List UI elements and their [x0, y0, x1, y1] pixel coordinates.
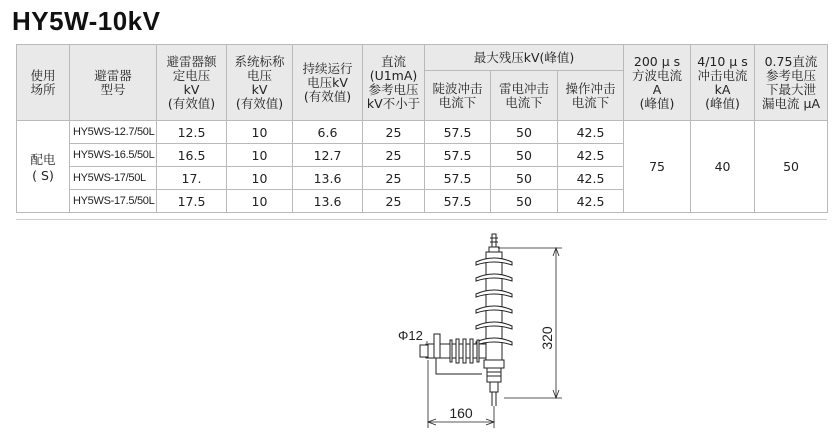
usage-cell: 配电 ( S): [17, 121, 70, 213]
diameter-label: Φ12: [398, 328, 423, 343]
lightning-cell: 50: [491, 167, 558, 190]
width-dimension: [428, 360, 494, 428]
rated-cell: 17.5: [157, 190, 227, 213]
height-label: 320: [539, 326, 555, 350]
width-label: 160: [449, 405, 473, 421]
continuous-cell: 6.6: [293, 121, 363, 144]
bottom-fitting: [484, 360, 504, 406]
steep-cell: 57.5: [425, 167, 491, 190]
square-wave-cell: 75: [624, 121, 691, 213]
system-cell: 10: [227, 121, 293, 144]
dc-cell: 25: [363, 121, 425, 144]
lightning-cell: 50: [491, 144, 558, 167]
header-model: 避雷器 型号: [70, 45, 157, 121]
model-cell: HY5WS-17/50L: [70, 167, 157, 190]
dc-cell: 25: [363, 167, 425, 190]
header-continuous-voltage: 持续运行 电压kV (有效值): [293, 45, 363, 121]
system-cell: 10: [227, 167, 293, 190]
header-system-voltage: 系统标称 电压 kV (有效值): [227, 45, 293, 121]
switching-cell: 42.5: [558, 190, 624, 213]
steep-cell: 57.5: [425, 190, 491, 213]
system-cell: 10: [227, 144, 293, 167]
top-terminal: [489, 234, 499, 252]
steep-cell: 57.5: [425, 144, 491, 167]
dc-cell: 25: [363, 144, 425, 167]
header-dc-reference: 直流 (U1mA) 参考电压 kV不小于: [363, 45, 425, 121]
header-square-wave: 200 μ s 方波电流 A (峰值): [624, 45, 691, 121]
header-impulse-current: 4/10 μ s 冲击电流 kA (峰值): [691, 45, 755, 121]
header-steep-wave: 陡波冲击 电流下: [425, 71, 491, 121]
table-row: [17, 121, 828, 144]
model-cell: HY5WS-12.7/50L: [70, 121, 157, 144]
page-title: HY5W-10kV: [12, 6, 161, 36]
impulse-current-cell: 40: [691, 121, 755, 213]
system-cell: 10: [227, 190, 293, 213]
diameter-dimension: [398, 328, 428, 343]
section-divider: [16, 219, 827, 220]
switching-cell: 42.5: [558, 144, 624, 167]
rated-cell: 16.5: [157, 144, 227, 167]
header-residual-group: 最大残压kV(峰值): [425, 45, 624, 71]
height-dimension: [498, 248, 562, 398]
header-rated-voltage: 避雷器额 定电压 kV (有效值): [157, 45, 227, 121]
model-cell: HY5WS-17.5/50L: [70, 190, 157, 213]
rated-cell: 17.: [157, 167, 227, 190]
steep-cell: 57.5: [425, 121, 491, 144]
header-switching: 操作冲击 电流下: [558, 71, 624, 121]
header-usage: 使用 场所: [17, 45, 70, 121]
continuous-cell: 13.6: [293, 167, 363, 190]
spec-table: [16, 44, 828, 213]
switching-cell: 42.5: [558, 121, 624, 144]
continuous-cell: 13.6: [293, 190, 363, 213]
header-leakage: 0.75直流 参考电压 下最大泄 漏电流 μA: [755, 45, 828, 121]
arrester-drawing: [380, 228, 580, 440]
lightning-cell: 50: [491, 121, 558, 144]
rated-cell: 12.5: [157, 121, 227, 144]
leakage-cell: 50: [755, 121, 828, 213]
lightning-cell: 50: [491, 190, 558, 213]
header-lightning: 雷电冲击 电流下: [491, 71, 558, 121]
dc-cell: 25: [363, 190, 425, 213]
model-cell: HY5WS-16.5/50L: [70, 144, 157, 167]
switching-cell: 42.5: [558, 167, 624, 190]
continuous-cell: 12.7: [293, 144, 363, 167]
